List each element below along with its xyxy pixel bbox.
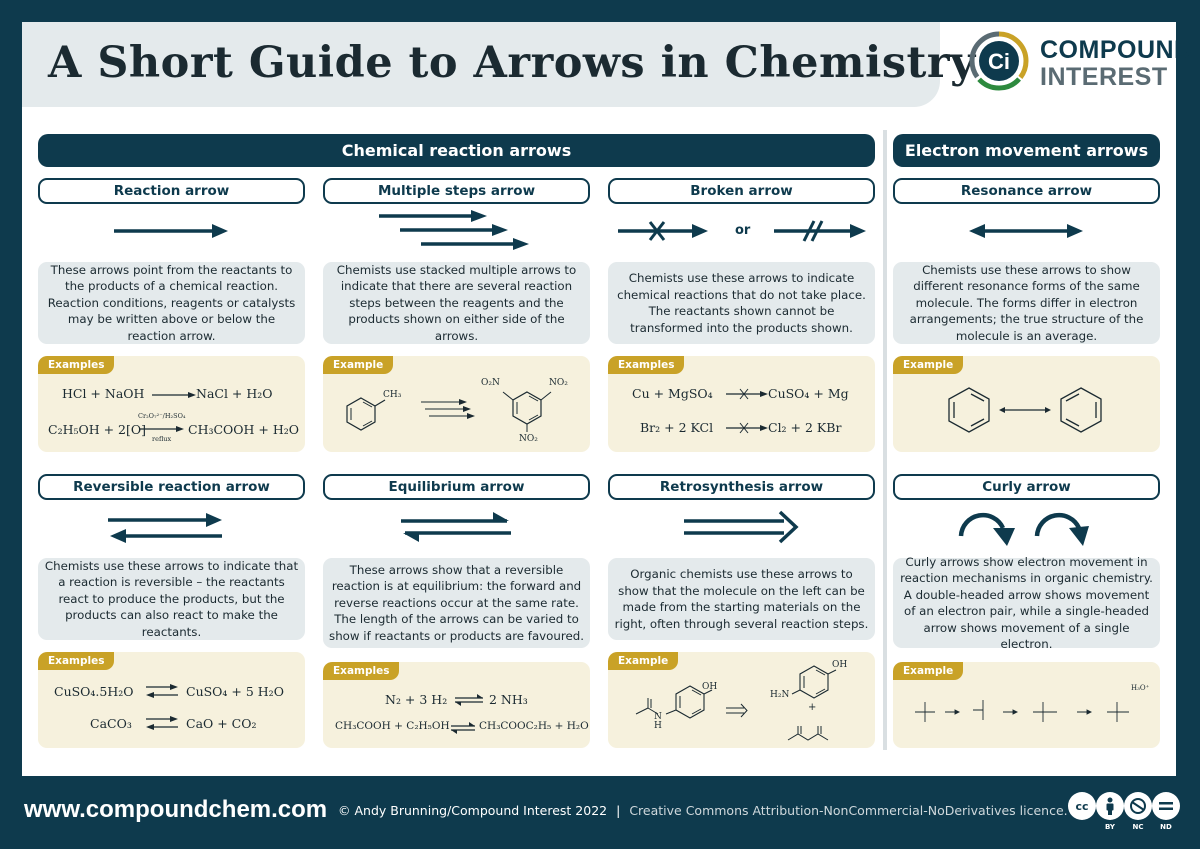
multiple-ch3: CH₃	[383, 390, 402, 400]
tag-multiple: Example	[323, 356, 393, 374]
footer-credit	[338, 803, 1068, 818]
cc-icon: cc	[1068, 792, 1096, 820]
curly-mechanism-structures	[893, 662, 1160, 748]
section-header-chemical: Chemical reaction arrows	[38, 134, 875, 167]
reversible-ex1-right: CuSO₄ + 5 H₂O	[186, 684, 284, 699]
desc-reversible: Chemists use these arrows to indicate that a reaction is reversible – the reactants react to produce the products, but the products can also react to make the reactants.	[38, 558, 305, 640]
tag-reaction: Examples	[38, 356, 114, 374]
card-title-multiple: Multiple steps arrow	[323, 178, 590, 204]
card-title-curly: Curly arrow	[893, 474, 1160, 500]
tag-broken: Examples	[608, 356, 684, 374]
card-title-reversible: Reversible reaction arrow	[38, 474, 305, 500]
retro-h2n: H₂N	[770, 690, 790, 700]
examples-equilibrium	[323, 662, 590, 748]
brand-line2: INTEREST	[1040, 63, 1168, 91]
credit-separator: |	[616, 803, 621, 818]
retro-h: H	[654, 721, 662, 731]
licence-text: Creative Commons Attribution-NonCommercial-NoDerivatives licence.	[629, 803, 1068, 818]
broken-ex1-arrow-icon	[724, 387, 770, 401]
multiple-o2n: O₂N	[481, 378, 500, 388]
reaction-ex1-right: NaCl + H₂O	[196, 386, 273, 401]
examples-reversible	[38, 652, 305, 748]
equilibrium-arrow-icon	[323, 506, 590, 548]
reversible-arrow-icon	[38, 506, 305, 548]
retro-plus: +	[808, 702, 817, 713]
curly-h3o: H₃O⁺	[1131, 684, 1150, 692]
footer-url[interactable]: www.compoundchem.com	[24, 796, 328, 823]
retrosynthesis-arrow-icon	[608, 506, 875, 548]
desc-reaction: These arrows point from the reactants to the products of a chemical reaction. Reaction conditions, reagents or catalysts may be written above or below the reaction arrow.	[38, 262, 305, 344]
card-title-reaction: Reaction arrow	[38, 178, 305, 204]
credit-text: © Andy Brunning/Compound Interest 2022	[338, 803, 608, 818]
compound-interest-logo-icon	[968, 30, 1030, 92]
reaction-ex1-arrow-icon	[150, 388, 198, 402]
page-title: A Short Guide to Arrows in Chemistry	[48, 38, 976, 88]
brand-name	[1040, 37, 1193, 91]
desc-equilibrium: These arrows show that a reversible reaction is at equilibrium: the forward and reverse reactions occur at the same rate. The length of the arrows can be varied to show if reactants or products are favoured.	[323, 558, 590, 648]
reaction-ex2-right: CH₃COOH + H₂O	[188, 422, 300, 437]
examples-curly	[893, 662, 1160, 748]
retro-nh: N	[654, 712, 662, 722]
reaction-arrow-icon	[38, 210, 305, 252]
reaction-ex2-left: C₂H₅OH + 2[O]	[48, 422, 147, 437]
brand-line1: COMPOUND	[1040, 36, 1193, 64]
equilibrium-ex1-right: 2 NH₃	[489, 692, 528, 707]
multiple-steps-arrow-icon	[323, 206, 590, 254]
multiple-no2a: NO₂	[549, 378, 568, 388]
desc-retro: Organic chemists use these arrows to show that the molecule on the left can be made from the starting materials on the right, often through several reaction steps.	[608, 558, 875, 640]
tag-equilibrium: Examples	[323, 662, 399, 680]
equilibrium-ex1-left: N₂ + 3 H₂	[385, 692, 448, 707]
broken-ex1-right: CuSO₄ + Mg	[768, 386, 849, 401]
retro-oh1: OH	[702, 682, 718, 692]
cc-nd-label: ND	[1160, 823, 1172, 831]
multiple-example-structures	[323, 356, 590, 452]
desc-resonance: Chemists use these arrows to show different resonance forms of the same molecule. The forms differ in electron arrangements; the true structure of the molecule is an average.	[893, 262, 1160, 344]
tag-retro: Example	[608, 652, 678, 670]
equilibrium-ex1-arrow-icon	[453, 694, 485, 706]
broken-or: or	[735, 223, 751, 238]
card-title-resonance: Resonance arrow	[893, 178, 1160, 204]
reversible-ex2-arrow-icon	[144, 714, 180, 732]
tag-reversible: Examples	[38, 652, 114, 670]
broken-ex2-arrow-icon	[724, 421, 770, 435]
equilibrium-ex2-left: CH₃COOH + C₂H₅OH	[335, 720, 450, 732]
reaction-ex2-above: Cr₂O₇²⁻/H₂SO₄	[138, 412, 186, 420]
desc-curly: Curly arrows show electron movement in reaction mechanisms in organic chemistry. A double-headed arrow shows movement of an electron pair, while a single-headed arrow shows movement of a single electron.	[893, 558, 1160, 648]
tag-resonance: Example	[893, 356, 963, 374]
card-title-equilibrium: Equilibrium arrow	[323, 474, 590, 500]
equilibrium-ex2-arrow-icon	[449, 722, 477, 734]
cc-nc-label: NC	[1132, 823, 1144, 831]
resonance-arrow-icon	[893, 210, 1160, 252]
reversible-ex1-left: CuSO₄.5H₂O	[54, 684, 134, 699]
cc-by-label: BY	[1104, 823, 1116, 831]
broken-ex2-right: Cl₂ + 2 KBr	[768, 420, 842, 435]
section-header-electron: Electron movement arrows	[893, 134, 1160, 167]
examples-resonance	[893, 356, 1160, 452]
multiple-no2b: NO₂	[519, 434, 538, 444]
benzene-resonance-structures	[893, 356, 1160, 452]
reaction-ex2-arrow-icon	[138, 423, 186, 435]
reaction-ex2-below: reflux	[152, 435, 172, 443]
reversible-ex2-left: CaCO₃	[90, 716, 132, 731]
section-divider	[883, 130, 887, 750]
desc-multiple: Chemists use stacked multiple arrows to indicate that there are several reaction steps between the reagents and the products shown on either side of the arrows.	[323, 262, 590, 344]
examples-reaction	[38, 356, 305, 452]
examples-broken	[608, 356, 875, 452]
logo-text: Ci	[988, 49, 1010, 74]
cc-by-icon	[1096, 792, 1124, 820]
cc-nc-icon	[1124, 792, 1152, 820]
reaction-ex1-left: HCl + NaOH	[62, 386, 145, 401]
reversible-ex1-arrow-icon	[144, 682, 180, 700]
desc-broken: Chemists use these arrows to indicate chemical reactions that do not take place. The reactants shown cannot be transformed into the products shown.	[608, 262, 875, 344]
examples-retro	[608, 652, 875, 748]
card-title-broken: Broken arrow	[608, 178, 875, 204]
reversible-ex2-right: CaO + CO₂	[186, 716, 257, 731]
broken-ex2-left: Br₂ + 2 KCl	[640, 420, 714, 435]
examples-multiple	[323, 356, 590, 452]
tag-curly: Example	[893, 662, 963, 680]
cc-nd-icon	[1152, 792, 1180, 820]
curly-arrow-icon	[893, 502, 1160, 550]
retro-oh2: OH	[832, 660, 848, 670]
broken-ex1-left: Cu + MgSO₄	[632, 386, 713, 401]
card-title-retro: Retrosynthesis arrow	[608, 474, 875, 500]
equilibrium-ex2-right: CH₃COOC₂H₅ + H₂O	[479, 720, 589, 732]
